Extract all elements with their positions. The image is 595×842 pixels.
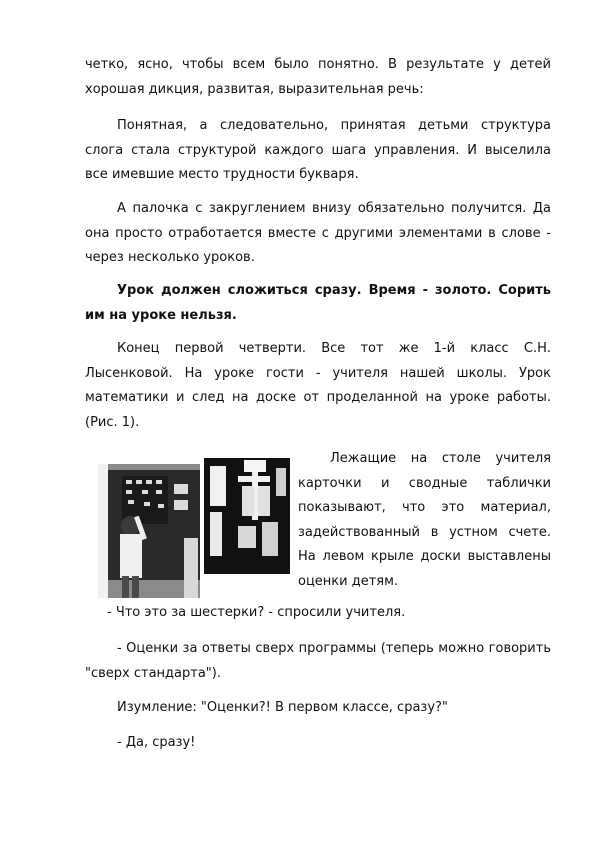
paragraph-5: Конец первой четверти. Все тот же 1-й класс С.Н. Лысенковой. На уроке гости - учителя нашей школы. Урок математики и след на доске от проделанной на уроке работы. (Рис. 1). (85, 341, 551, 430)
paragraph-1: четко, ясно, чтобы всем было понятно. В результате у детей хорошая дикция, развитая, выразительная речь: (85, 57, 551, 97)
classroom-photo (98, 458, 290, 598)
paragraph-10: - Да, сразу! (117, 735, 196, 750)
paragraph-2: Понятная, а следовательно, принятая детьми структура слога стала структурой каждого шага управления. И выселила все имевшие место трудности букваря. (85, 118, 551, 182)
paragraph-6: Лежащие на столе учителя карточки и сводные таблички показывают, что это материал, задействованный в устном счете. На левом крыле доски выставлены оценки детям. (298, 451, 551, 589)
paragraph-8: - Оценки за ответы сверх программы (теперь можно говорить "сверх стандарта"). (85, 641, 551, 681)
paragraph-9: Изумление: "Оценки?! В первом классе, сразу?" (117, 700, 448, 715)
paragraph-4-bold: Урок должен сложиться сразу. Время - золото. Сорить им на уроке нельзя. (85, 283, 551, 323)
paragraph-7: - Что это за шестерки? - спросили учителя. (107, 605, 406, 620)
paragraph-3: А палочка с закруглением внизу обязательно получится. Да она просто отработается вместе с другими элементами в слове - через несколько уроков. (85, 201, 551, 265)
